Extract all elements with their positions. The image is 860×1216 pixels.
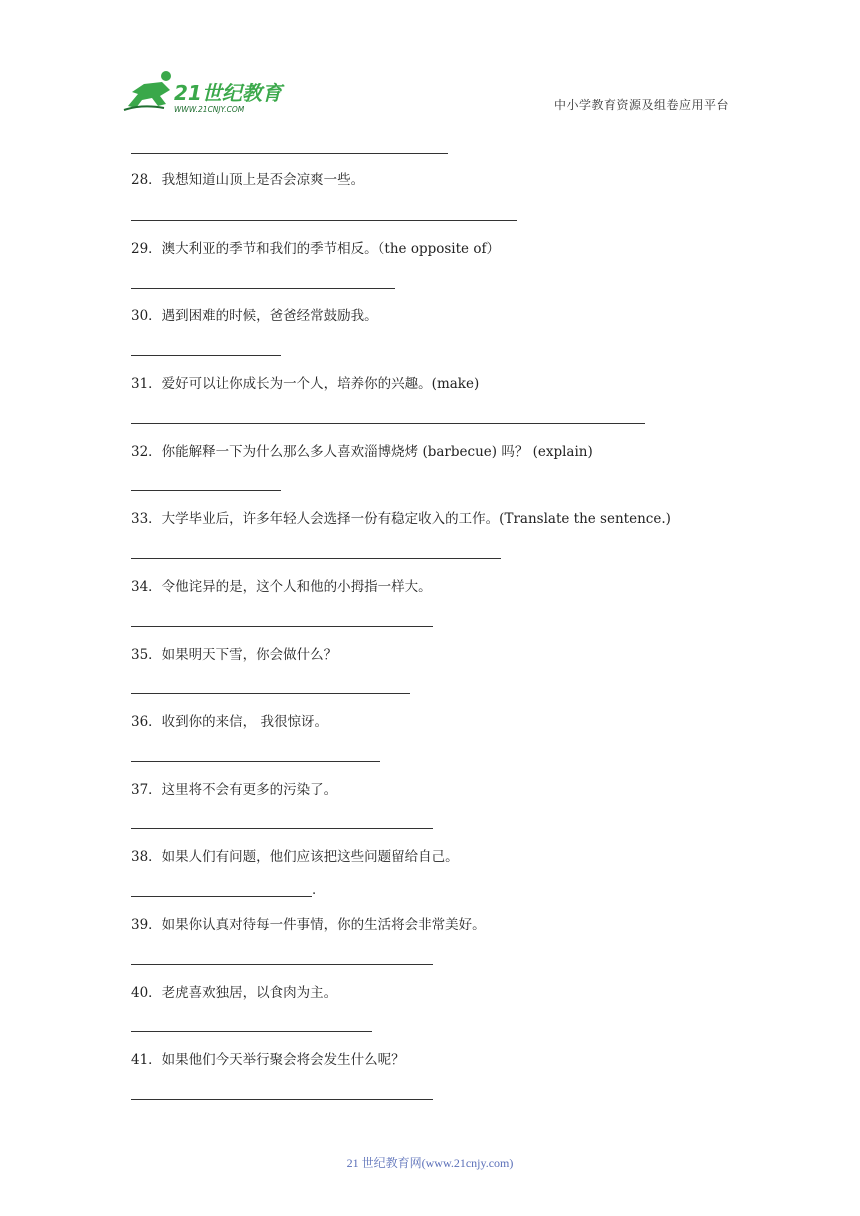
question-36: 36．收到你的来信， 我很惊讶。 [131,714,328,730]
answer-line [131,355,281,356]
answer-line-period: . [312,883,317,898]
runner-logo-icon [122,70,292,118]
platform-tagline: 中小学教育资源及组卷应用平台 [553,98,729,112]
question-39: 39．如果你认真对待每一件事情，你的生活将会非常美好。 [131,917,486,933]
question-40: 40．老虎喜欢独居，以食肉为主。 [131,985,338,1001]
site-logo [122,70,292,118]
question-32: 32．你能解释一下为什么那么多人喜欢淄博烧烤 (barbecue) 吗？ (explain) [131,444,593,460]
answer-line [131,220,517,221]
question-34: 34．令他诧异的是，这个人和他的小拇指一样大。 [131,579,432,595]
answer-line [131,558,501,559]
answer-line [131,964,433,965]
question-33: 33．大学毕业后，许多年轻人会选择一份有稳定收入的工作。(Translate the sentence.) [131,511,671,527]
answer-line [131,693,410,694]
logo-text: 21世纪教育 [174,81,282,105]
answer-line [131,153,448,154]
question-30: 30．遇到困难的时候，爸爸经常鼓励我。 [131,308,378,324]
question-31: 31．爱好可以让你成长为一个人，培养你的兴趣。(make) [131,376,480,392]
answer-line [131,288,395,289]
answer-line [131,896,312,897]
page-header [0,0,860,140]
question-28: 28．我想知道山顶上是否会凉爽一些。 [131,172,365,188]
question-29: 29．澳大利亚的季节和我们的季节相反。（the opposite of） [131,241,500,257]
answer-line [131,423,645,424]
question-35: 35．如果明天下雪，你会做什么？ [131,647,338,663]
answer-line [131,626,433,627]
page-footer: 21 世纪教育网(www.21cnjy.com) [346,1156,514,1170]
answer-line [131,828,433,829]
logo-url-text: WWW.21CNJY.COM [174,105,245,114]
answer-line [131,1099,433,1100]
question-41: 41．如果他们今天举行聚会将会发生什么呢？ [131,1052,405,1068]
question-38: 38．如果人们有问题，他们应该把这些问题留给自己。 [131,849,459,865]
answer-line [131,490,281,491]
question-37: 37．这里将不会有更多的污染了。 [131,782,338,798]
answer-line [131,761,380,762]
answer-line [131,1031,372,1032]
